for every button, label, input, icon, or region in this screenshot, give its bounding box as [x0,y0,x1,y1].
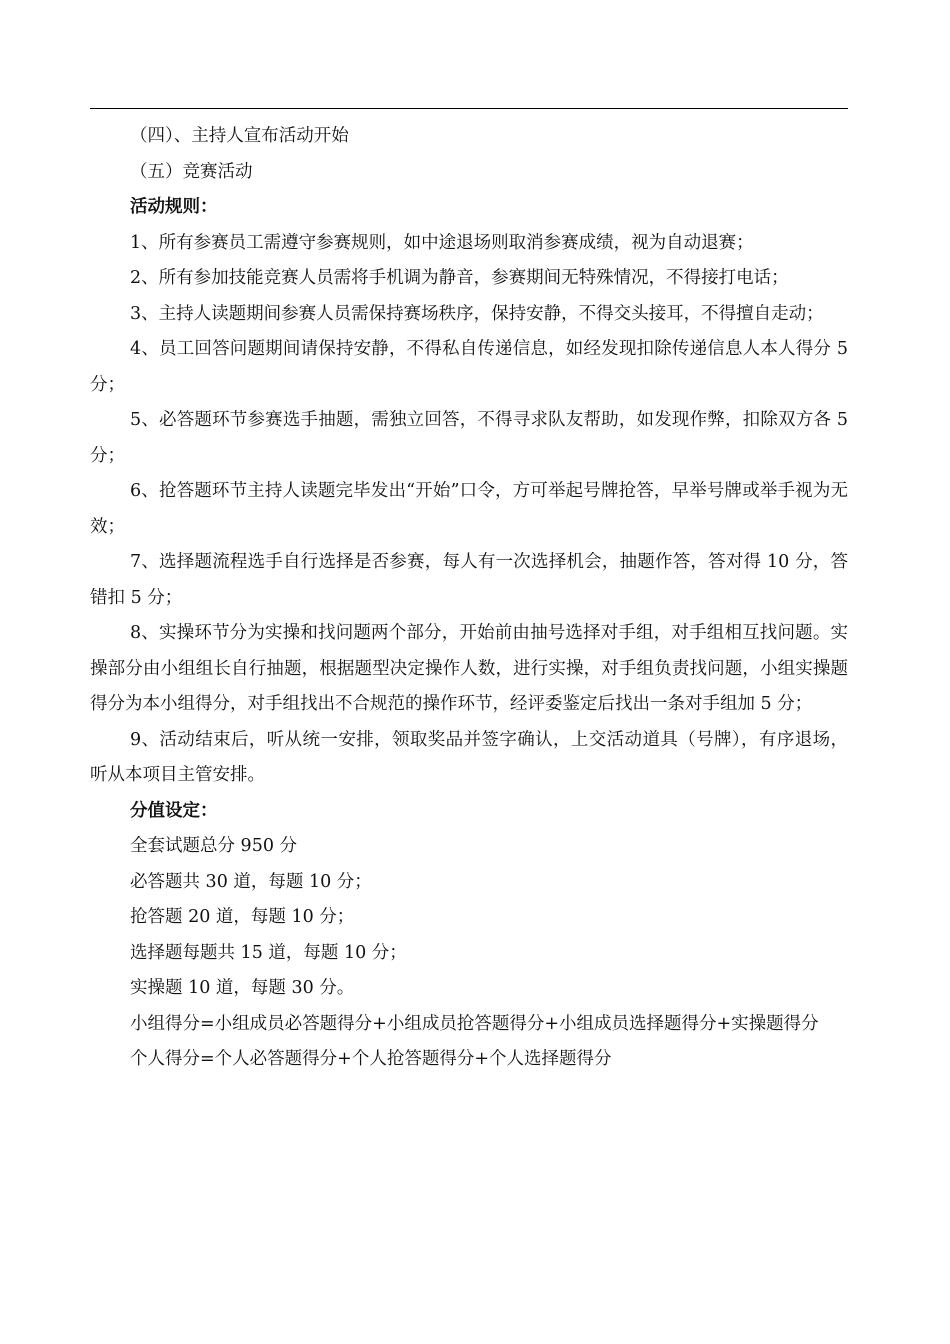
rule-item: 1、所有参赛员工需遵守参赛规则，如中途退场则取消参赛成绩，视为自动退赛； [130,232,754,253]
rule-item: 3、主持人读题期间参赛人员需保持赛场秩序，保持安静，不得交头接耳，不得擅自走动； [130,303,824,324]
rule-item: 7、选择题流程选手自行选择是否参赛，每人有一次选择机会，抽题作答，答对得 10 分，答错扣 5 分； [90,552,848,608]
rule-item: 5、必答题环节参赛选手抽题，需独立回答，不得寻求队友帮助，如发现作弊，扣除双方各 5 分； [90,410,848,466]
rule-item: 9、活动结束后，听从统一安排，领取奖品并签字确认，上交活动道具（号牌），有序退场，听从本项目主管安排。 [90,729,848,785]
scoring-item: 实操题 10 道，每题 30 分。 [130,978,355,998]
document-body [90,119,848,1078]
section-five: （五）竞赛活动 [130,161,253,182]
rule-item: 4、员工回答问题期间请保持安静，不得私自传递信息，如经发现扣除传递信息人本人得分 5 分； [90,339,848,395]
scoring-item: 选择题每题共 15 道，每题 10 分； [130,942,407,963]
header-rule [90,108,848,109]
scoring-heading: 分值设定： [130,800,218,821]
rule-item: 2、所有参加技能竞赛人员需将手机调为静音，参赛期间无特殊情况，不得接打电话； [130,268,789,288]
scoring-item: 小组得分=小组成员必答题得分+小组成员抢答题得分+小组成员选择题得分+实操题得分 [130,1013,819,1034]
rule-item: 6、抢答题环节主持人读题完毕发出“开始”口令，方可举起号牌抢答，早举号牌或举手视为无效； [90,481,848,537]
rules-heading: 活动规则： [130,197,218,217]
section-four: （四）、主持人宣布活动开始 [130,126,349,146]
scoring-item: 必答题共 30 道，每题 10 分； [130,871,372,892]
scoring-item: 全套试题总分 950 分 [130,836,298,856]
scoring-item: 个人得分=个人必答题得分+个人抢答题得分+个人选择题得分 [130,1049,612,1069]
scoring-item: 抢答题 20 道，每题 10 分； [130,907,355,927]
rule-item: 8、实操环节分为实操和找问题两个部分，开始前由抽号选择对手组，对手组相互找问题。实操部分由小组组长自行抽题，根据题型决定操作人数，进行实操，对手组负责找问题，小组实操题得分为本小组得分，对手组找出不合规范的操作环节，经评委鉴定后找出一条对手组加 5 分； [90,623,848,714]
